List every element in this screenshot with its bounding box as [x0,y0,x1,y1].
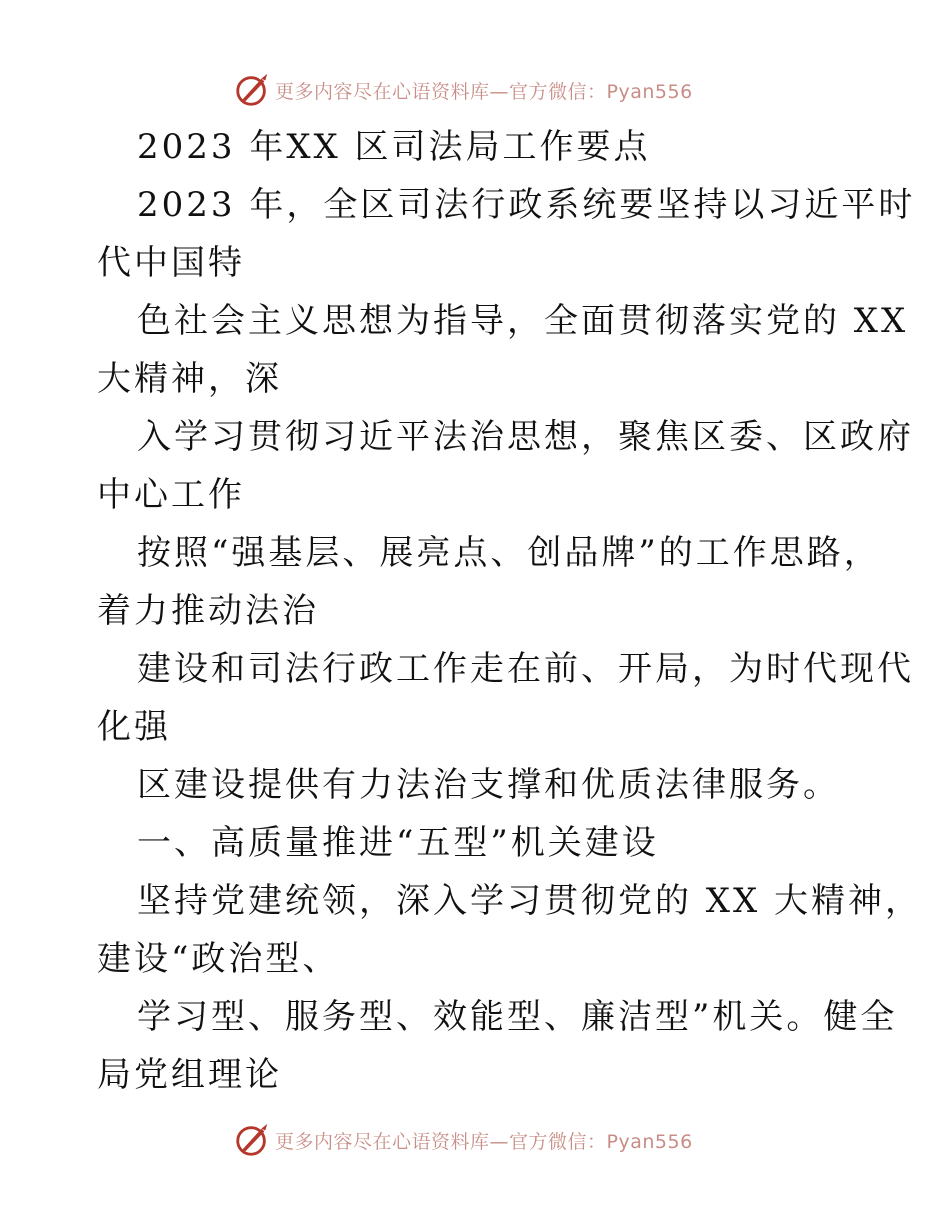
watermark-text: 更多内容尽在心语资料库—官方微信：Pyan556 [275,1130,693,1153]
body-text-line: 中心工作 [97,475,245,515]
body-text-line: 学习型、服务型、效能型、廉洁型”机关。健全 [137,997,898,1037]
body-text-line: 一、高质量推进“五型”机关建设 [137,823,659,863]
body-text-line: 局党组理论 [97,1055,282,1095]
document-title: 2023 年XX 区司法局工作要点 [137,127,651,167]
body-text-line: 大精神，深 [97,359,282,399]
header-watermark [233,70,693,110]
footer-watermark [233,1120,693,1160]
body-text-line: 2023 年，全区司法行政系统要坚持以习近平时 [137,185,916,225]
body-text-line: 化强 [97,707,171,747]
watermark-text: 更多内容尽在心语资料库—官方微信：Pyan556 [275,80,693,103]
body-text-line: 着力推动法治 [97,591,319,631]
quill-pen-circle-icon [233,1121,271,1159]
body-text-line: 色社会主义思想为指导，全面贯彻落实党的 XX [137,301,909,341]
body-text-line: 建设和司法行政工作走在前、开局，为时代现代 [137,649,914,689]
document-body [97,118,923,1104]
body-text-line: 按照“强基层、展亮点、创品牌”的工作思路， [137,533,881,573]
body-text-line: 坚持党建统领，深入学习贯彻党的 XX 大精神， [137,881,923,921]
body-text-line: 区建设提供有力法治支撑和优质法律服务。 [137,765,840,805]
body-text-line: 代中国特 [97,243,245,283]
body-text-line: 建设“政治型、 [97,939,340,979]
body-text-line: 入学习贯彻习近平法治思想，聚焦区委、区政府 [137,417,914,457]
quill-pen-circle-icon [233,71,271,109]
